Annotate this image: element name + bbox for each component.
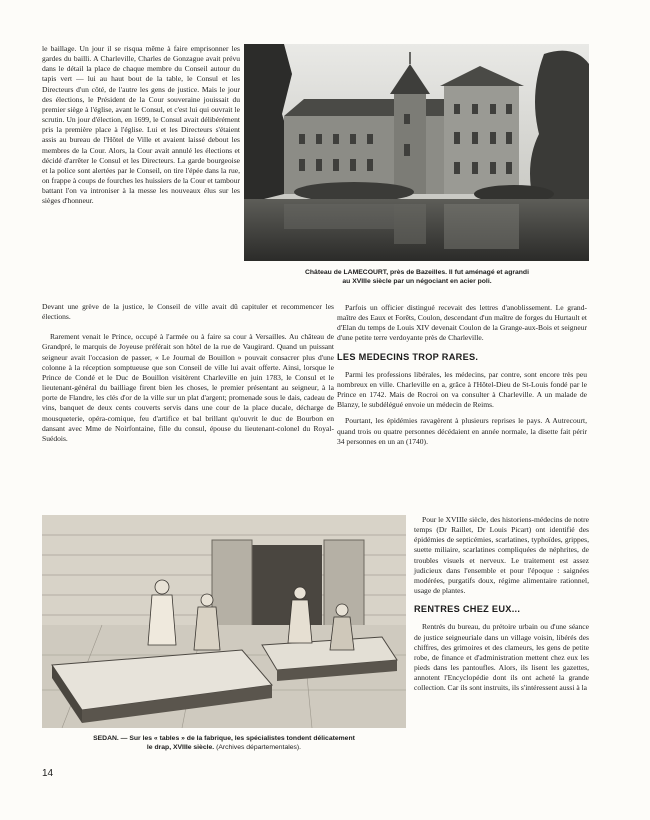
left-column-top (42, 44, 240, 213)
chateau-caption (262, 268, 572, 286)
sedan-engraving (42, 515, 406, 728)
paragraph: Rarement venait le Prince, occupé à l'armée ou à faire sa cour à Versailles. Au château de Grandpré, le marquis de Joyeuse préférait son hôtel de la rue de Vaugirard. Quand un puissant seigneur avait l'occasion de passer, « Le Journal de Bouillon » pouvait consacrer plus d'une colonne à la réception somptueuse que son Conseil de ville lui avait offerte. Ainsi, lorsque le Prince de Condé et le Duc de Bouillon visitèrent Charleville en juin 1783, le Consul et le lieutenant-général du bailliage firent bien les choses, le premier présentant au seigneur, à la porte de Flandre, les clés d'or de la ville sur un plat d'argent; promenade sous le dais, cadeau de vins, banquet de deux cents couverts servis dans une cour de la place ducale, décharge de mousqueterie, opéra-comique, feu d'artifice et bal brillant qu'ouvrit le duc de Bourbon en dansant avec Mme de Noirfontaine, fille du consul, épouse du lieutenant-colonel du Royal-Suédois. (42, 332, 334, 443)
paragraph: le baillage. Un jour il se risqua même à faire emprisonner les gardes du bailli. A Charleville, Charles de Gonzague avait prévu dans le détail la place de chaque membre du Conseil autour du tapis vert — lui au haut bout de la table, le Consul et les Directeurs d'un côté, de l'autre les gens de justice. Mais le jour des élections, le Président de la Cour souveraine jouissait du premier siège à l'église, avant le Consul, et c'est lui qui ouvrait le scrutin. Un jour d'élection, en 1699, le Consul avait délibérément pris la première place à l'église. Lui et les Directeurs s'étaient assis au bureau de l'Hôtel de Ville et avaient laissé debout les membres de la Cour. Alors, la Cour avait annulé les élections et décidé d'arrêter le Consul et les Directeurs. La garde bourgeoise et la police sont alertées par le Conseil, on tire l'épée dans la rue, on frappe à coups de fourches les huissiers de la Cour et tambour battant l'on va introniser à la messe les nouveaux élus sur les sièges d'honneur. (42, 44, 240, 206)
sedan-caption (42, 734, 406, 752)
section-heading: LES MEDECINS TROP RARES. (337, 351, 479, 362)
section-heading: RENTRES CHEZ EUX... (414, 604, 521, 615)
bottom-right-column (414, 515, 589, 700)
left-column-mid (42, 303, 334, 450)
caption-line: au XVIIIe siècle par un négociant en acier poli. (342, 278, 492, 285)
paragraph: Parmi les professions libérales, les médecins, par contre, sont encore très peu nombreux en ville. Charleville en a, grâce à l'Hôtel-Dieu de St-Louis fondé par le Prince en 1742. Mais de Rocroi on va consulter à Charleville. A un malade de Blanzy, le subdélégué envoie un médecin de Reims. (337, 369, 587, 410)
caption-line: SEDAN. — Sur les « tables » de la fabrique, les spécialistes tondent délicatement (93, 735, 355, 742)
caption-line: Château de LAMECOURT, près de Bazeilles. Il fut aménagé et agrandi (305, 269, 529, 276)
chateau-photo (244, 44, 589, 261)
right-column (337, 303, 587, 453)
paragraph: Rentrés du bureau, du prétoire urbain ou d'une séance de justice seigneuriale dans un village voisin, libérés des chiffres, des grimoires et des clameurs, les gens de petite robe, de finance et d'administration mettent chez eux les pieds dans les pantoufles. Alors, ils lisent les gazettes, annotent l'Encyclopédie dont ils ont acheté la grande collection. Car ils sont instruits, ils s'intéressent aussi à la (414, 622, 589, 693)
paragraph: Pourtant, les épidémies ravagèrent à plusieurs reprises le pays. A Autrecourt, quand trois ou quatre personnes décédaient en année normale, la disette fait périr 34 personnes en un an (1740). (337, 416, 587, 446)
page-number: 14 (42, 768, 54, 779)
paragraph: Pour le XVIIIe siècle, des historiens-médecins de notre temps (Dr Raillet, Dr Louis Picart) ont identifié des épidémies de septicémies, scarlatines, typhoïdes, grippes, suette miliaire, scarlatines compliquées de néphrites, de troubles visuels et nerveux. Le traitement est assez judicieux dans l'ensemble et pour l'époque : saignées modérées, purgatifs doux, régime alimentaire rationnel, usage de plantes. (414, 515, 589, 596)
caption-line: le drap, XVIIIe siècle. (146, 744, 215, 751)
paragraph: Devant une grève de la justice, le Conseil de ville avait dû capituler et recommencer les élections. (42, 302, 334, 322)
caption-source: (Archives départementales). (216, 744, 302, 751)
paragraph: Parfois un officier distingué recevait des lettres d'anoblissement. Le grand-maître des Eaux et Forêts, Coulon, descendant d'un maître de forges du Hurtault et d'Elan du temps de Louis XIV devenait Coulon de la Grange-aux-Bois et seigneur d'une petite terre verdoyante près de Charleville. (337, 303, 587, 343)
